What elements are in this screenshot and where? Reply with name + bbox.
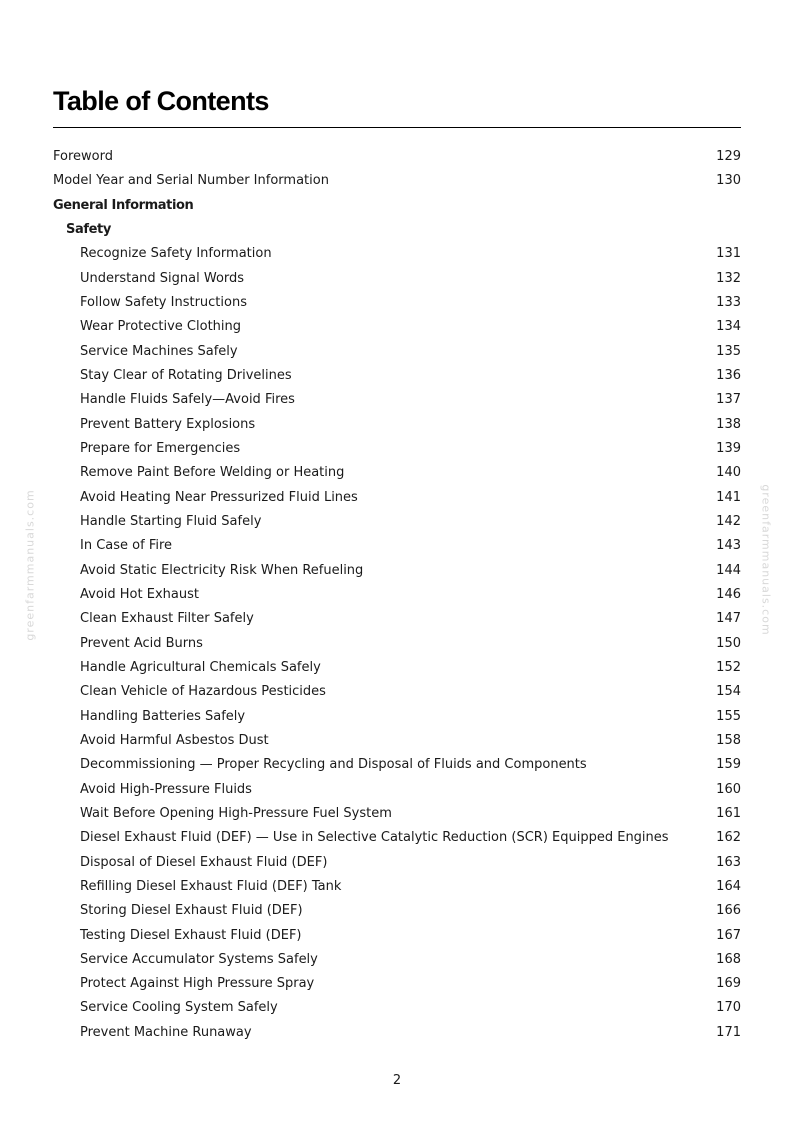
toc-entry[interactable] <box>53 583 741 607</box>
toc-entry-label: Prevent Acid Burns <box>80 635 203 651</box>
toc-entry-page-number: 163 <box>716 854 741 870</box>
toc-entry[interactable] <box>53 705 741 729</box>
toc-entry-label: Wait Before Opening High-Pressure Fuel System <box>80 805 392 821</box>
toc-entry-page-number: 140 <box>716 465 741 481</box>
toc-entry[interactable] <box>53 899 741 923</box>
toc-entry[interactable] <box>53 875 741 899</box>
toc-entry-label: Follow Safety Instructions <box>80 294 247 310</box>
toc-entry[interactable] <box>53 826 741 850</box>
toc-entry-label: Service Cooling System Safely <box>80 1000 278 1016</box>
toc-entry-label: Prevent Battery Explosions <box>80 416 256 432</box>
toc-entry-page-number: 160 <box>716 781 741 797</box>
toc-entry-page-number: 144 <box>716 562 741 578</box>
toc-entry-page-number: 135 <box>716 343 741 359</box>
toc-entry-page-number: 170 <box>716 1000 741 1016</box>
toc-entry[interactable] <box>53 680 741 704</box>
toc-entry[interactable] <box>53 291 741 315</box>
toc-entry-label: Foreword <box>53 149 113 164</box>
toc-entry-label: Remove Paint Before Welding or Heating <box>80 465 345 481</box>
toc-entry-label: Diesel Exhaust Fluid (DEF) — Use in Selective Catalytic Reduction (SCR) Equipped Engines <box>80 830 669 846</box>
toc-entry-page-number: 166 <box>716 903 741 919</box>
toc-entry-page-number: 155 <box>716 708 741 724</box>
toc-entry-label: General Information <box>53 197 194 213</box>
toc-entry-page-number: 146 <box>716 586 741 602</box>
toc-entry[interactable] <box>53 656 741 680</box>
toc-entry[interactable] <box>53 534 741 558</box>
toc-entry-label: Avoid High-Pressure Fluids <box>80 781 252 797</box>
toc-entry-label: Recognize Safety Information <box>80 246 272 262</box>
toc-entry[interactable] <box>53 972 741 996</box>
toc-entry[interactable] <box>53 413 741 437</box>
toc-entry[interactable] <box>53 924 741 948</box>
toc-entry[interactable] <box>53 461 741 485</box>
toc-entry-label: Avoid Heating Near Pressurized Fluid Lines <box>80 489 358 505</box>
page-title: Table of Contents <box>53 86 269 116</box>
toc-entry-page-number: 138 <box>716 416 741 432</box>
toc-section-heading <box>53 218 741 242</box>
toc-entry-page-number: 147 <box>716 611 741 627</box>
toc-entry-page-number: 150 <box>716 635 741 651</box>
toc-entry-page-number: 139 <box>716 440 741 456</box>
title-divider <box>53 127 741 128</box>
toc-entry-label: Understand Signal Words <box>80 270 245 286</box>
toc-entry-label: Prevent Machine Runaway <box>80 1024 252 1040</box>
toc-entry-label: Service Machines Safely <box>80 343 238 359</box>
toc-entry-page-number: 133 <box>716 294 741 310</box>
toc-entry-page-number: 134 <box>716 319 741 335</box>
toc-entry[interactable] <box>53 510 741 534</box>
toc-entry-page-number: 130 <box>716 173 741 189</box>
toc-entry-page-number: 142 <box>716 513 741 529</box>
toc-entry[interactable] <box>53 851 741 875</box>
toc-entry-page-number: 154 <box>716 684 741 700</box>
toc-entry-page-number: 169 <box>716 976 741 992</box>
toc-entry-page-number: 162 <box>716 830 741 846</box>
toc-entry[interactable] <box>53 632 741 656</box>
toc-entry-label: Avoid Hot Exhaust <box>80 586 199 602</box>
toc-entry[interactable] <box>53 1021 741 1045</box>
toc-entry-label: Safety <box>66 221 111 237</box>
toc-entry-page-number: 132 <box>716 270 741 286</box>
toc-entry[interactable] <box>53 242 741 266</box>
toc-entry-label: Handle Agricultural Chemicals Safely <box>80 659 321 675</box>
toc-entry[interactable] <box>53 753 741 777</box>
toc-entry-label: Stay Clear of Rotating Drivelines <box>80 367 292 383</box>
toc-entry-label: Storing Diesel Exhaust Fluid (DEF) <box>80 903 303 919</box>
toc-entry-label: Avoid Static Electricity Risk When Refueling <box>80 562 364 578</box>
toc-entry[interactable] <box>53 364 741 388</box>
toc-entry-page-number: 129 <box>716 149 741 164</box>
toc-entry-label: Handle Starting Fluid Safely <box>80 513 262 529</box>
toc-entry[interactable] <box>53 607 741 631</box>
toc-entry-page-number: 171 <box>716 1024 741 1040</box>
watermark-left: greenfarmmanuals.com <box>23 489 37 641</box>
toc-entry-label: Clean Vehicle of Hazardous Pesticides <box>80 684 326 700</box>
toc-entry-page-number: 159 <box>716 757 741 773</box>
toc-entry-label: Service Accumulator Systems Safely <box>80 951 318 967</box>
toc-entry[interactable] <box>53 778 741 802</box>
watermark-right: greenfarmmanuals.com <box>759 484 773 636</box>
toc-entry[interactable] <box>53 388 741 412</box>
toc-entry-page-number: 167 <box>716 927 741 943</box>
toc-entry[interactable] <box>53 559 741 583</box>
toc-entry[interactable] <box>53 486 741 510</box>
toc-entry-label: Avoid Harmful Asbestos Dust <box>80 732 269 748</box>
toc-entry[interactable] <box>53 169 741 193</box>
page-number: 2 <box>392 1073 402 1088</box>
toc-entry[interactable] <box>53 340 741 364</box>
toc-entry[interactable] <box>53 437 741 461</box>
toc-entry-label: Prepare for Emergencies <box>80 440 241 456</box>
toc-entry-label: Testing Diesel Exhaust Fluid (DEF) <box>80 927 302 943</box>
toc-entry[interactable] <box>53 145 741 169</box>
toc-entry-label: Handle Fluids Safely—Avoid Fires <box>80 392 295 408</box>
toc-section-heading <box>53 194 741 218</box>
toc-entry[interactable] <box>53 948 741 972</box>
toc-entry-page-number: 168 <box>716 951 741 967</box>
toc-entry-label: In Case of Fire <box>80 538 173 554</box>
toc-entry-label: Protect Against High Pressure Spray <box>80 976 315 992</box>
toc-entry-page-number: 136 <box>716 367 741 383</box>
toc-entry[interactable] <box>53 729 741 753</box>
toc-entry-label: Clean Exhaust Filter Safely <box>80 611 254 627</box>
toc-entry-page-number: 141 <box>716 489 741 505</box>
toc-entry-page-number: 158 <box>716 732 741 748</box>
toc-entry[interactable] <box>53 996 741 1020</box>
toc-entry-page-number: 131 <box>716 246 741 262</box>
toc-entry-label: Handling Batteries Safely <box>80 708 246 724</box>
toc-entry-page-number: 161 <box>716 805 741 821</box>
toc-entry[interactable] <box>53 802 741 826</box>
toc-entry-label: Refilling Diesel Exhaust Fluid (DEF) Tank <box>80 878 342 894</box>
toc-entry-page-number: 152 <box>716 659 741 675</box>
toc-entry[interactable] <box>53 315 741 339</box>
toc-entry-label: Decommissioning — Proper Recycling and Disposal of Fluids and Components <box>80 757 587 773</box>
toc-entry-label: Wear Protective Clothing <box>80 319 242 335</box>
table-of-contents <box>53 145 741 1045</box>
toc-entry[interactable] <box>53 267 741 291</box>
toc-entry-label: Disposal of Diesel Exhaust Fluid (DEF) <box>80 854 328 870</box>
toc-entry-page-number: 137 <box>716 392 741 408</box>
toc-entry-page-number: 143 <box>716 538 741 554</box>
toc-entry-label: Model Year and Serial Number Information <box>53 173 329 189</box>
toc-entry-page-number: 164 <box>716 878 741 894</box>
